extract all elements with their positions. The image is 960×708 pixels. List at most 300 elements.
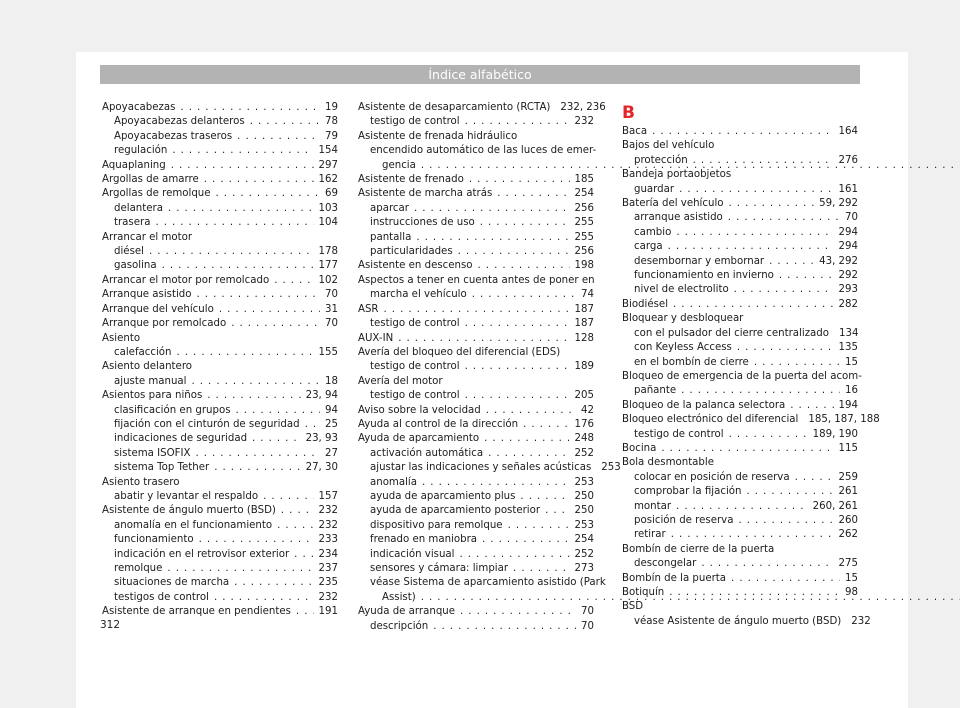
entry-text: Arrancar el motor por remolcado xyxy=(102,274,270,286)
page-reference: 256 xyxy=(574,202,594,214)
page-reference: 260, 261 xyxy=(812,500,858,512)
index-entry xyxy=(358,576,606,605)
page-reference: 297 xyxy=(318,159,338,171)
entry-text: instrucciones de uso xyxy=(370,217,475,229)
entry-text: anomalía en el funcionamiento xyxy=(114,519,273,531)
entry-text: abatir y levantar el respaldo xyxy=(114,490,259,502)
entry-text: regulación xyxy=(114,145,168,157)
entry-text: situaciones de marcha xyxy=(114,577,230,589)
entry-text: Asientos para niños xyxy=(102,390,203,402)
entry-text: Botiquín xyxy=(622,587,665,598)
index-entry xyxy=(358,404,594,418)
dot-leader xyxy=(458,245,570,259)
dot-leader xyxy=(162,259,314,273)
entry-text: pañante xyxy=(634,385,677,397)
index-entry xyxy=(102,562,338,576)
index-entry xyxy=(622,586,858,600)
index-entry xyxy=(358,461,621,475)
entry-text: carga xyxy=(634,241,663,253)
page-reference: 27 xyxy=(325,447,338,459)
page-reference: 134 xyxy=(838,327,859,339)
index-entry xyxy=(622,240,858,254)
index-entry xyxy=(358,548,594,562)
entry-text-continuation: gencia xyxy=(382,159,416,171)
entry-text: marcha el vehículo xyxy=(370,289,467,301)
entry-text: sistema ISOFIX xyxy=(114,447,191,459)
dot-leader xyxy=(520,490,569,504)
dot-leader xyxy=(693,154,834,168)
index-entry xyxy=(102,375,338,389)
dot-leader xyxy=(416,231,569,245)
index-entry xyxy=(102,461,338,475)
entry-text: Asistente de ángulo muerto (BSD) xyxy=(102,505,276,517)
index-heading: BSD xyxy=(622,601,644,613)
dot-leader xyxy=(738,514,833,528)
dot-leader xyxy=(149,245,314,259)
index-entry xyxy=(358,620,594,634)
index-entry xyxy=(102,605,338,619)
index-column-1 xyxy=(102,101,338,620)
page-reference: 176 xyxy=(574,418,594,430)
index-entry xyxy=(358,231,594,245)
entry-text: Asistente de arranque en pendientes xyxy=(102,606,291,618)
entry-text: remolque xyxy=(114,563,163,574)
entry-text: posición de reserva xyxy=(634,514,734,526)
page-reference: 294 xyxy=(838,241,858,253)
dot-leader xyxy=(790,399,833,413)
dot-leader xyxy=(681,384,840,398)
entry-text: Biodiésel xyxy=(622,298,669,310)
entry-text: descripción xyxy=(370,620,429,632)
dot-leader xyxy=(769,255,814,269)
page-reference: 59, 292 xyxy=(819,198,858,210)
page-reference: 154 xyxy=(318,145,338,157)
entry-text: retirar xyxy=(634,529,666,541)
entry-text: funcionamiento en invierno xyxy=(634,270,774,282)
index-entry xyxy=(622,298,858,312)
index-entry xyxy=(358,303,594,317)
page-reference: 232 xyxy=(318,505,338,517)
dot-leader xyxy=(214,591,314,605)
index-heading: Avería del bloqueo del diferencial (EDS) xyxy=(358,346,561,358)
dot-leader xyxy=(729,197,815,211)
entry-text: Ayuda de arranque xyxy=(358,606,456,618)
dot-leader xyxy=(731,572,840,586)
dot-leader xyxy=(482,533,570,547)
dot-leader xyxy=(679,183,833,197)
page-reference: 275 xyxy=(838,558,858,570)
page-reference: 16 xyxy=(845,385,858,397)
dot-leader xyxy=(486,404,576,418)
page-reference: 191 xyxy=(318,606,338,618)
dot-leader xyxy=(234,576,313,590)
dot-leader xyxy=(172,144,313,158)
index-entry xyxy=(622,528,858,542)
dot-leader xyxy=(754,356,840,370)
index-heading: Avería del motor xyxy=(358,375,443,387)
entry-text: diésel xyxy=(114,246,144,258)
entry-text: protección xyxy=(634,154,688,166)
page-reference: 102 xyxy=(318,274,338,286)
page-reference: 237 xyxy=(318,563,338,574)
dot-leader xyxy=(274,274,313,288)
page-reference: 185, 187, 188 xyxy=(808,414,880,426)
entry-text: descongelar xyxy=(634,558,697,570)
page-reference: 250 xyxy=(574,490,594,502)
dot-leader xyxy=(460,548,570,562)
page-reference: 293 xyxy=(838,284,858,296)
index-entry xyxy=(102,447,338,461)
index-heading: Bombín de cierre de la puerta xyxy=(622,543,775,555)
entry-text: ajuste manual xyxy=(114,375,187,387)
dot-leader xyxy=(384,303,570,317)
index-entry xyxy=(622,615,871,629)
entry-text: trasera xyxy=(114,217,151,229)
entry-text: activación automática xyxy=(370,447,484,459)
page-reference: 273 xyxy=(574,563,594,574)
entry-text: encendido automático de las luces de emer- xyxy=(370,145,597,157)
page-reference: 252 xyxy=(574,548,594,560)
dot-leader xyxy=(216,187,321,201)
entry-text: indicación visual xyxy=(370,548,455,560)
page-reference: 115 xyxy=(838,442,858,454)
dot-leader xyxy=(478,259,570,273)
index-entry xyxy=(358,115,594,129)
index-entry xyxy=(102,533,338,547)
index-entry xyxy=(358,202,594,216)
entry-text: AUX-IN xyxy=(358,332,394,344)
entry-text: Arranque del vehículo xyxy=(102,303,214,315)
entry-text: Baca xyxy=(622,126,648,137)
index-entry xyxy=(358,418,594,432)
entry-text: ayuda de aparcamiento posterior xyxy=(370,505,541,517)
entry-text: sistema Top Tether xyxy=(114,462,210,474)
page-reference: 42 xyxy=(581,404,594,416)
page-reference: 254 xyxy=(574,188,594,200)
entry-text: comprobar la fijación xyxy=(634,486,742,498)
index-entry xyxy=(622,572,858,586)
entry-text: ASR xyxy=(358,303,379,315)
page-reference: 235 xyxy=(318,577,338,589)
dot-leader xyxy=(250,115,320,129)
page-reference: 256 xyxy=(574,246,594,258)
index-entry xyxy=(358,504,594,518)
index-entry xyxy=(102,144,338,158)
dot-leader xyxy=(177,346,314,360)
page-reference: 70 xyxy=(581,606,594,618)
page-reference: 178 xyxy=(318,246,338,258)
entry-text: con el pulsador del cierre centralizado xyxy=(634,327,829,339)
index-entry xyxy=(102,216,338,230)
index-entry xyxy=(358,288,594,302)
dot-leader xyxy=(480,216,570,230)
index-column-3 xyxy=(622,101,880,629)
entry-text: Ayuda al control de la dirección xyxy=(358,418,519,430)
index-entry xyxy=(622,327,858,341)
entry-text: pantalla xyxy=(370,231,412,243)
page-reference: 155 xyxy=(318,346,338,358)
index-entry xyxy=(622,255,858,269)
index-entry xyxy=(622,197,858,211)
entry-text: véase Asistente de ángulo muerto (BSD) xyxy=(634,615,842,627)
entry-text-continuation: Assist) xyxy=(382,591,416,603)
dot-leader xyxy=(236,404,321,418)
index-entry xyxy=(622,442,858,456)
dot-leader xyxy=(197,288,321,302)
dot-leader xyxy=(465,317,570,331)
entry-text: Aviso sobre la velocidad xyxy=(358,404,481,416)
entry-text: delantera xyxy=(114,202,163,214)
index-heading: Bola desmontable xyxy=(622,457,714,469)
dot-leader xyxy=(252,432,301,446)
page-reference: 15 xyxy=(845,572,858,584)
index-entry xyxy=(622,356,858,370)
dot-leader xyxy=(207,389,300,403)
dot-leader xyxy=(263,490,313,504)
page-reference: 253 xyxy=(601,462,621,474)
entry-text: cambio xyxy=(634,226,672,238)
index-entry xyxy=(622,283,858,297)
page-reference: 187 xyxy=(574,303,594,315)
entry-text: en el bombín de cierre xyxy=(634,356,749,368)
dot-leader xyxy=(513,562,570,576)
entry-text: montar xyxy=(634,500,672,512)
index-entry xyxy=(622,211,858,225)
entry-text: Batería del vehículo xyxy=(622,198,724,210)
index-column-2 xyxy=(358,101,621,634)
page-reference: 104 xyxy=(318,217,338,229)
index-entry xyxy=(102,389,338,403)
index-entry xyxy=(102,519,338,533)
dot-leader xyxy=(545,504,569,518)
index-entry xyxy=(622,500,858,514)
index-entry xyxy=(358,216,594,230)
page-reference: 78 xyxy=(325,116,338,128)
entry-text: arranque asistido xyxy=(634,212,723,224)
page-reference: 79 xyxy=(325,130,338,142)
page-reference: 253 xyxy=(574,519,594,531)
index-entry xyxy=(102,548,338,562)
dot-leader xyxy=(294,548,313,562)
dot-leader xyxy=(472,288,576,302)
page-reference: 261 xyxy=(838,486,858,498)
dot-leader xyxy=(155,216,313,230)
dot-leader xyxy=(214,461,300,475)
dot-leader xyxy=(676,226,833,240)
index-entry xyxy=(358,187,594,201)
index-entry xyxy=(622,269,858,283)
page-reference: 189, 190 xyxy=(812,428,858,440)
index-entry xyxy=(622,428,858,442)
index-entry xyxy=(102,404,338,418)
page-reference: 177 xyxy=(318,260,338,272)
dot-leader xyxy=(746,485,833,499)
dot-leader xyxy=(469,173,570,187)
index-entry xyxy=(358,317,594,331)
entry-text: Apoyacabezas delanteros xyxy=(114,116,245,128)
index-entry xyxy=(102,187,338,201)
entry-text: ajustar las indicaciones y señales acústicas xyxy=(370,462,592,474)
entry-text: Argollas de remolque xyxy=(102,188,211,200)
entry-text: testigo de control xyxy=(370,361,460,373)
index-entry xyxy=(102,159,338,173)
dot-leader xyxy=(779,269,834,283)
index-entry xyxy=(358,360,594,374)
page-reference: 18 xyxy=(325,375,338,387)
index-heading: Asiento delantero xyxy=(102,361,193,373)
page-reference: 252 xyxy=(574,447,594,459)
dot-leader xyxy=(508,519,570,533)
dot-leader xyxy=(497,187,569,201)
index-entry xyxy=(102,432,338,446)
index-entry xyxy=(102,490,338,504)
dot-leader xyxy=(433,620,576,634)
entry-text: Arranque asistido xyxy=(102,289,192,301)
index-entry xyxy=(102,130,338,144)
page-reference: 128 xyxy=(574,332,594,344)
entry-text: aparcar xyxy=(370,202,409,214)
dot-leader xyxy=(171,159,314,173)
dot-leader xyxy=(237,130,320,144)
index-entry xyxy=(358,101,606,115)
index-entry xyxy=(358,245,594,259)
index-heading: Asiento xyxy=(102,332,141,344)
index-entry xyxy=(622,557,858,571)
page-reference: 232 xyxy=(318,591,338,603)
dot-leader xyxy=(729,428,808,442)
page-reference: 69 xyxy=(325,188,338,200)
index-entry xyxy=(622,514,858,528)
index-entry xyxy=(358,332,594,346)
index-entry xyxy=(102,576,338,590)
page-reference: 187 xyxy=(574,318,594,330)
entry-text: guardar xyxy=(634,183,675,195)
entry-text: Apoyacabezas xyxy=(102,102,176,113)
dot-leader xyxy=(277,519,313,533)
page-reference: 205 xyxy=(574,390,594,402)
index-entry xyxy=(102,418,338,432)
index-entry xyxy=(358,533,594,547)
page-reference: 282 xyxy=(838,298,858,310)
page-reference: 232 xyxy=(574,116,594,128)
entry-text: Ayuda de aparcamiento xyxy=(358,433,480,445)
dot-leader xyxy=(652,125,833,139)
index-entry xyxy=(102,202,338,216)
page-reference: 70 xyxy=(325,289,338,301)
index-heading: Asistente de frenada hidráulico xyxy=(358,130,518,142)
page-reference: 70 xyxy=(325,318,338,330)
page-reference: 43, 292 xyxy=(819,255,858,267)
entry-text: indicaciones de seguridad xyxy=(114,433,248,445)
entry-text: sensores y cámara: limpiar xyxy=(370,563,509,574)
page-reference: 248 xyxy=(574,433,594,445)
page-reference: 255 xyxy=(574,217,594,229)
index-entry xyxy=(102,115,338,129)
entry-text: desembornar y embornar xyxy=(634,255,765,267)
dot-leader xyxy=(465,360,570,374)
dot-leader xyxy=(669,586,840,600)
dot-leader xyxy=(204,173,314,187)
entry-text: anomalía xyxy=(370,476,418,488)
dot-leader xyxy=(192,375,321,389)
page-reference: 262 xyxy=(838,529,858,541)
index-entry xyxy=(102,259,338,273)
index-entry xyxy=(358,605,594,619)
index-entry xyxy=(358,144,597,173)
entry-text: Asistente de frenado xyxy=(358,174,464,186)
page-reference: 103 xyxy=(318,202,338,214)
entry-text: testigo de control xyxy=(370,116,460,128)
dot-leader xyxy=(281,504,314,518)
page-reference: 189 xyxy=(574,361,594,373)
dot-leader xyxy=(168,202,314,216)
entry-text: nivel de electrolito xyxy=(634,284,729,296)
dot-leader xyxy=(199,533,314,547)
page-reference: 27, 30 xyxy=(305,462,338,474)
page-header: Índice alfabético xyxy=(100,65,860,84)
entry-text: fijación con el cinturón de seguridad xyxy=(114,418,300,430)
dot-leader xyxy=(465,389,570,403)
dot-leader xyxy=(676,500,808,514)
index-entry xyxy=(358,562,594,576)
dot-leader xyxy=(296,605,314,619)
entry-text: Arranque por remolcado xyxy=(102,318,227,330)
index-heading: Bajos del vehículo xyxy=(622,140,715,152)
entry-text: véase Sistema de aparcamiento asistido (Park xyxy=(370,577,606,589)
dot-leader xyxy=(465,115,570,129)
index-entry xyxy=(358,476,594,490)
entry-text: calefacción xyxy=(114,346,172,358)
entry-text: particularidades xyxy=(370,246,453,258)
page-reference: 254 xyxy=(574,534,594,546)
index-entry xyxy=(102,288,338,302)
page-reference: 232 xyxy=(318,519,338,531)
entry-text: Bloqueo electrónico del diferencial xyxy=(622,414,799,426)
entry-text: ayuda de aparcamiento plus xyxy=(370,490,516,502)
entry-text: Bocina xyxy=(622,442,657,454)
dot-leader xyxy=(795,471,834,485)
page-reference: 98 xyxy=(845,587,858,598)
page-reference: 25 xyxy=(325,418,338,430)
index-entry xyxy=(102,346,338,360)
dot-leader xyxy=(734,283,834,297)
index-entry xyxy=(622,125,858,139)
dot-leader xyxy=(167,562,313,576)
index-entry xyxy=(358,490,594,504)
dot-leader xyxy=(180,101,320,115)
index-entry xyxy=(622,413,880,427)
entry-text: testigo de control xyxy=(634,428,724,440)
page-reference: 15 xyxy=(845,356,858,368)
dot-leader xyxy=(460,605,576,619)
section-letter: B xyxy=(622,103,635,123)
index-entry xyxy=(622,226,858,240)
index-entry xyxy=(622,183,858,197)
entry-text: Asistente de marcha atrás xyxy=(358,188,493,200)
index-heading: Aspectos a tener en cuenta antes de poner en xyxy=(358,274,595,286)
entry-text: gasolina xyxy=(114,260,157,272)
index-entry xyxy=(622,399,858,413)
index-entry xyxy=(102,245,338,259)
page-reference: 198 xyxy=(574,260,594,272)
dot-leader xyxy=(484,432,569,446)
entry-text: Bloqueo de la palanca selectora xyxy=(622,399,786,411)
entry-text: Bombín de la puerta xyxy=(622,572,727,584)
page-reference: 70 xyxy=(845,212,858,224)
entry-text: indicación en el retrovisor exterior xyxy=(114,548,290,560)
index-entry xyxy=(358,389,594,403)
page-reference: 255 xyxy=(574,231,594,243)
